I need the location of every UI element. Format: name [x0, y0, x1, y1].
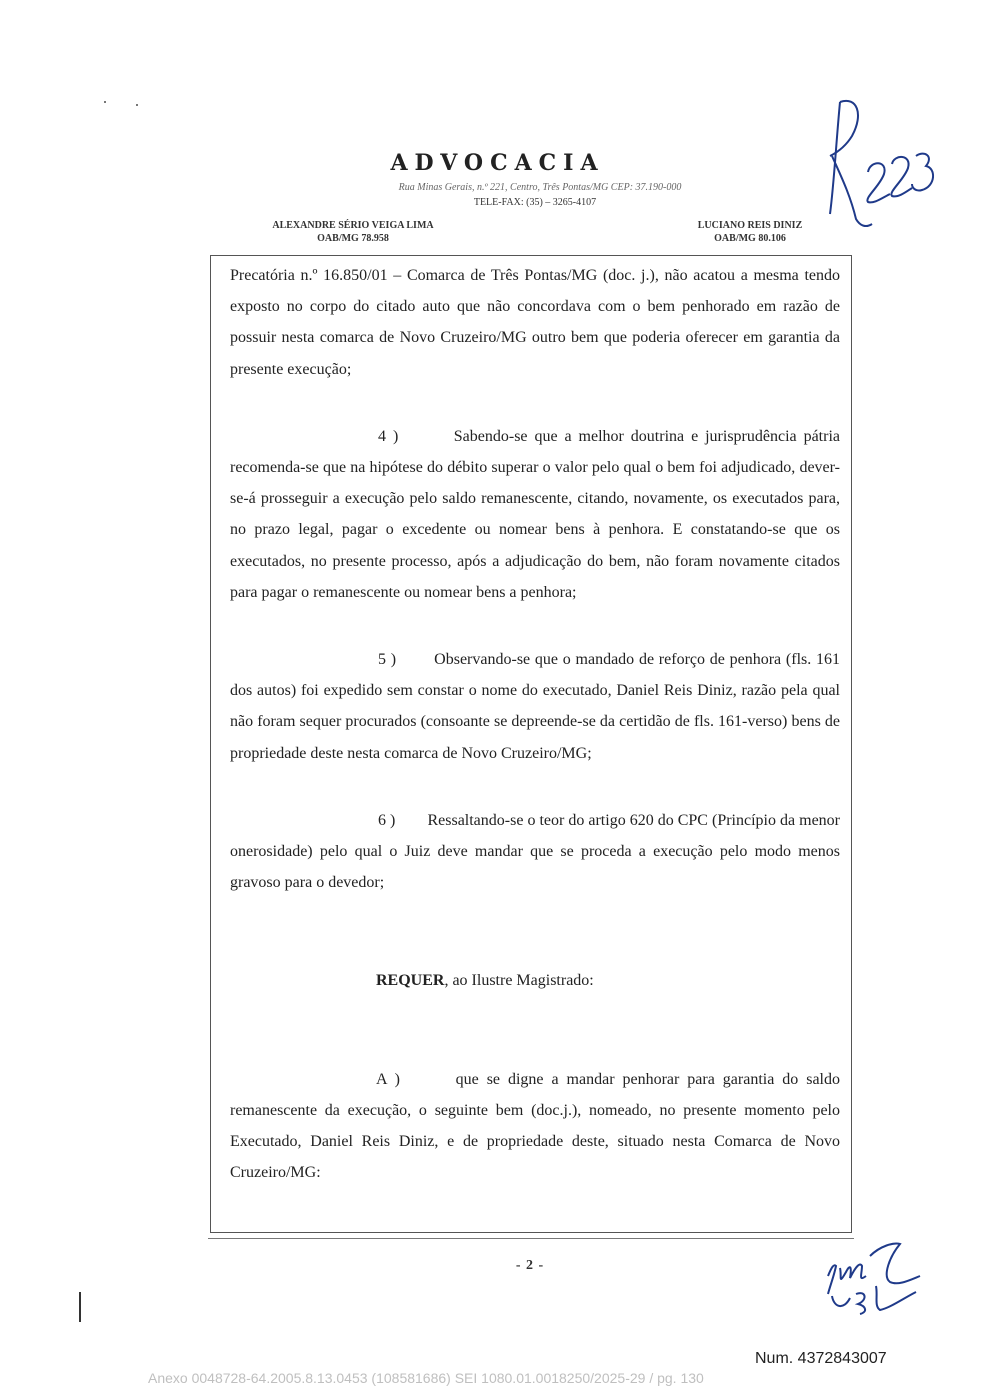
requer-rest: , ao Ilustre Magistrado: [444, 972, 594, 990]
lawyer-left [258, 219, 448, 245]
frame-bottom-rule [208, 1238, 854, 1239]
lawyer-left-name: ALEXANDRE SÉRIO VEIGA LIMA [272, 220, 434, 231]
page-number: - 2 - [515, 1258, 545, 1273]
margin-mark [79, 1292, 81, 1322]
requer-bold: REQUER [376, 972, 445, 990]
item-6: 6 ) Ressaltando-se o teor do artigo 620 do CPC (Princípio da menor onerosidade) pelo qual o Juiz deve mandar que se proceda a execução pelo modo menos gravoso para o devedor; [230, 811, 844, 892]
handwritten-folio-mark [812, 94, 942, 234]
lawyer-right [680, 219, 820, 245]
item-5: 5 ) Observando-se que o mandado de reforço de penhora (fls. 161 dos autos) foi expedido sem constar o nome do executado, Daniel Reis Diniz, razão pela qual não foram sequer procurados (consoante se depreende-se da certidão de fls. 161-verso) bens de propriedade deste nesta comarca de Novo Cruzeiro/MG; [230, 651, 844, 762]
scan-speck [104, 101, 106, 103]
requer-line [230, 965, 840, 996]
paragraph-precatoria: Precatória n.º 16.850/01 – Comarca de Três Pontas/MG (doc. j.), não acatou a mesma tendo exposto no corpo do citado auto que não concordava com o bem penhorado em razão de possuir nesta comarca de Novo Cruzeiro/MG outro bem que poderia oferecer em garantia da presente execução; [230, 267, 844, 378]
item-a: A ) que se digne a mandar penhorar para garantia do saldo remanescente da execução, o seguinte bem (doc.j.), nomeado, no presente momento pelo Executado, Daniel Reis Diniz, e de propriedade deste, situado nesta Comarca de Novo Cruzeiro/MG: [230, 1070, 844, 1182]
document-body [230, 260, 844, 1188]
handwritten-rubric [820, 1236, 930, 1316]
firm-name: ADVOCACIA [390, 150, 605, 176]
firm-phone: TELE-FAX: (35) – 3265-4107 [473, 197, 597, 208]
document-number: Num. 4372843007 [755, 1350, 887, 1367]
lawyer-right-name: LUCIANO REIS DINIZ [697, 220, 803, 231]
firm-address: Rua Minas Gerais, n.º 221, Centro, Três Pontas/MG CEP: 37.190-000 [398, 182, 682, 193]
lawyer-left-oab: OAB/MG 78.958 [317, 233, 389, 244]
lawyer-right-oab: OAB/MG 80.106 [714, 233, 786, 244]
annex-watermark: Anexo 0048728-64.2005.8.13.0453 (108581686) SEI 1080.01.0018250/2025-29 / pg. 130 [148, 1370, 704, 1386]
item-4: 4 ) Sabendo-se que a melhor doutrina e jurisprudência pátria recomenda-se que na hipótese do débito superar o valor pelo qual o bem foi adjudicado, dever-se-á prosseguir a execução pelo saldo remanescente, citando, novamente, os executados para, no prazo legal, pagar o excedente ou nomear bens à penhora. E constatando-se que os executados, no presente processo, após a adjudicação do bem, não foram novamente citados para pagar o remanescente ou nomear bens a penhora; [230, 427, 844, 601]
scan-speck [136, 104, 138, 106]
